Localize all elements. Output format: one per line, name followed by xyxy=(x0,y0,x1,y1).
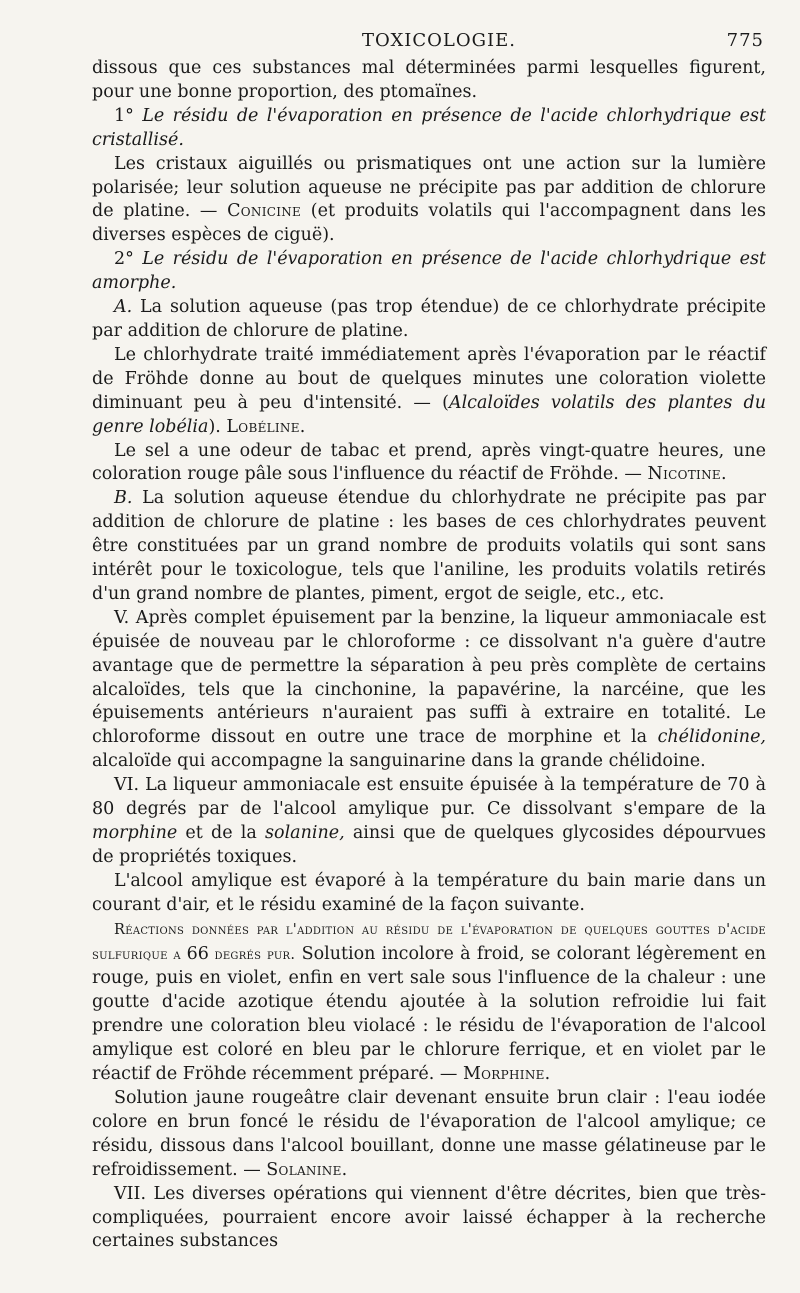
body-text xyxy=(92,57,766,1254)
subsection-letter: B. xyxy=(114,488,133,509)
paragraph: Réactions données par l'addition au résidu de l'évaporation de quelques gouttes d'acide sulfurique a 66 degrés pur. Solution incolore à froid, se colorant légèrement en rouge, puis en violet, enfin en vert sale sous l'influence de la chaleur : une goutte d'acide azotique étendu ajoutée à la solution refroidie lui fait prendre une coloration bleu violacé : le résidu de l'évaporation de l'alcool amylique est coloré en bleu par le chlorure ferrique, et en violet par le réactif de Fröhde récemment préparé. — Morphine. xyxy=(92,921,766,1085)
paragraph: Solution jaune rougeâtre clair devenant ensuite brun clair : l'eau iodée colore en brun foncé le résidu de l'évaporation de l'alcool amylique; ce résidu, dissous dans l'alcool bouillant, donne une masse gélatineuse par le refroidissement. — Solanine. xyxy=(92,1087,766,1180)
paragraph: VII. Les diverses opérations qui viennent d'être décrites, bien que très-compliquées, pourraient encore avoir laissé échapper à la recherche certaines substances xyxy=(92,1183,766,1252)
paragraph: Les cristaux aiguillés ou prismatiques ont une action sur la lumière polarisée; leur solution aqueuse ne précipite pas par addition de chlorure de platine. — Conicine (et produits volatils qui l'accompagnent dans les diverses espèces de ciguë). xyxy=(92,153,766,246)
running-title: TOXICOLOGIE. xyxy=(362,30,516,51)
section-number: 2° xyxy=(114,249,143,270)
alkaloid-name: Nicotine. xyxy=(647,464,727,485)
paragraph: VI. La liqueur ammoniacale est ensuite épuisée à la température de 70 à 80 degrés par de l'alcool amylique pur. Ce dissolvant s'empare de la morphine et de la solanine, ainsi que de quelques glycosides dépourvues de propriétés toxiques. xyxy=(92,775,767,867)
paragraph: Le chlorhydrate traité immédiatement après l'évaporation par le réactif de Fröhde donne au bout de quelques minutes une coloration violette diminuant peu à peu d'intensité. — (Alcaloïdes volatils des plantes du genre lobélia). Lobéline. xyxy=(92,344,766,437)
page-header xyxy=(92,30,766,51)
alkaloid-name: Solanine. xyxy=(266,1159,348,1180)
paragraph xyxy=(92,248,766,296)
paragraph xyxy=(92,105,766,153)
paragraph: Le sel a une odeur de tabac et prend, après vingt-quatre heures, une coloration rouge pâle sous l'influence du réactif de Fröhde. — Nicotine. xyxy=(92,440,766,485)
paragraph: dissous que ces substances mal déterminées parmi lesquelles figurent, pour une bonne proportion, des ptomaïnes. xyxy=(92,58,766,102)
paragraph: A. La solution aqueuse (pas trop étendue) de ce chlorhydrate précipite par addition de chlorure de platine. xyxy=(92,297,766,341)
section-heading: Le résidu de l'évaporation en présence de l'acide chlorhydrique est amorphe. xyxy=(92,249,766,294)
subsection-letter: A. xyxy=(114,297,133,318)
alkaloid-name: Morphine. xyxy=(462,1064,551,1085)
alkaloid-name: Conicine xyxy=(227,201,302,222)
paragraph: B. La solution aqueuse étendue du chlorhydrate ne précipite pas par addition de chlorure de platine : les bases de ces chlorhydrates peuvent être constituées par un grand nombre de produits volatils qui sont sans intérêt pour le toxicologue, tels que l'aniline, les produits volatils retirés d'un grand nombre de plantes, piment, ergot de seigle, etc., etc. xyxy=(92,488,766,604)
reaction-heading: Réactions données par l'addition au résidu de l'évaporation de quelques gouttes d'acide sulfurique a xyxy=(92,921,766,963)
section-number: 1° xyxy=(114,105,143,126)
section-heading: Le résidu de l'évaporation en présence de l'acide chlorhydrique est cristallisé. xyxy=(92,105,766,150)
alkaloid-name: Lobéline. xyxy=(226,416,306,437)
paragraph: L'alcool amylique est évaporé à la température du bain marie dans un courant d'air, et le résidu examiné de la façon suivante. xyxy=(92,870,766,915)
paragraph: V. Après complet épuisement par la benzine, la liqueur ammoniacale est épuisée de nouveau par le chloroforme : ce dissolvant n'a guère d'autre avantage que de permettre la séparation à peu près complète de certains alcaloïdes, tels que la cinchonine, la papavérine, la narcéine, que les épuisements antérieurs n'auraient pas suffi à extraire en totalité. Le chloroforme dissout en outre une trace de morphine et la chélidonine, alcaloïde qui accompagne la sanguinarine dans la grande chélidoine. xyxy=(92,607,766,772)
page-number: 775 xyxy=(726,30,764,51)
